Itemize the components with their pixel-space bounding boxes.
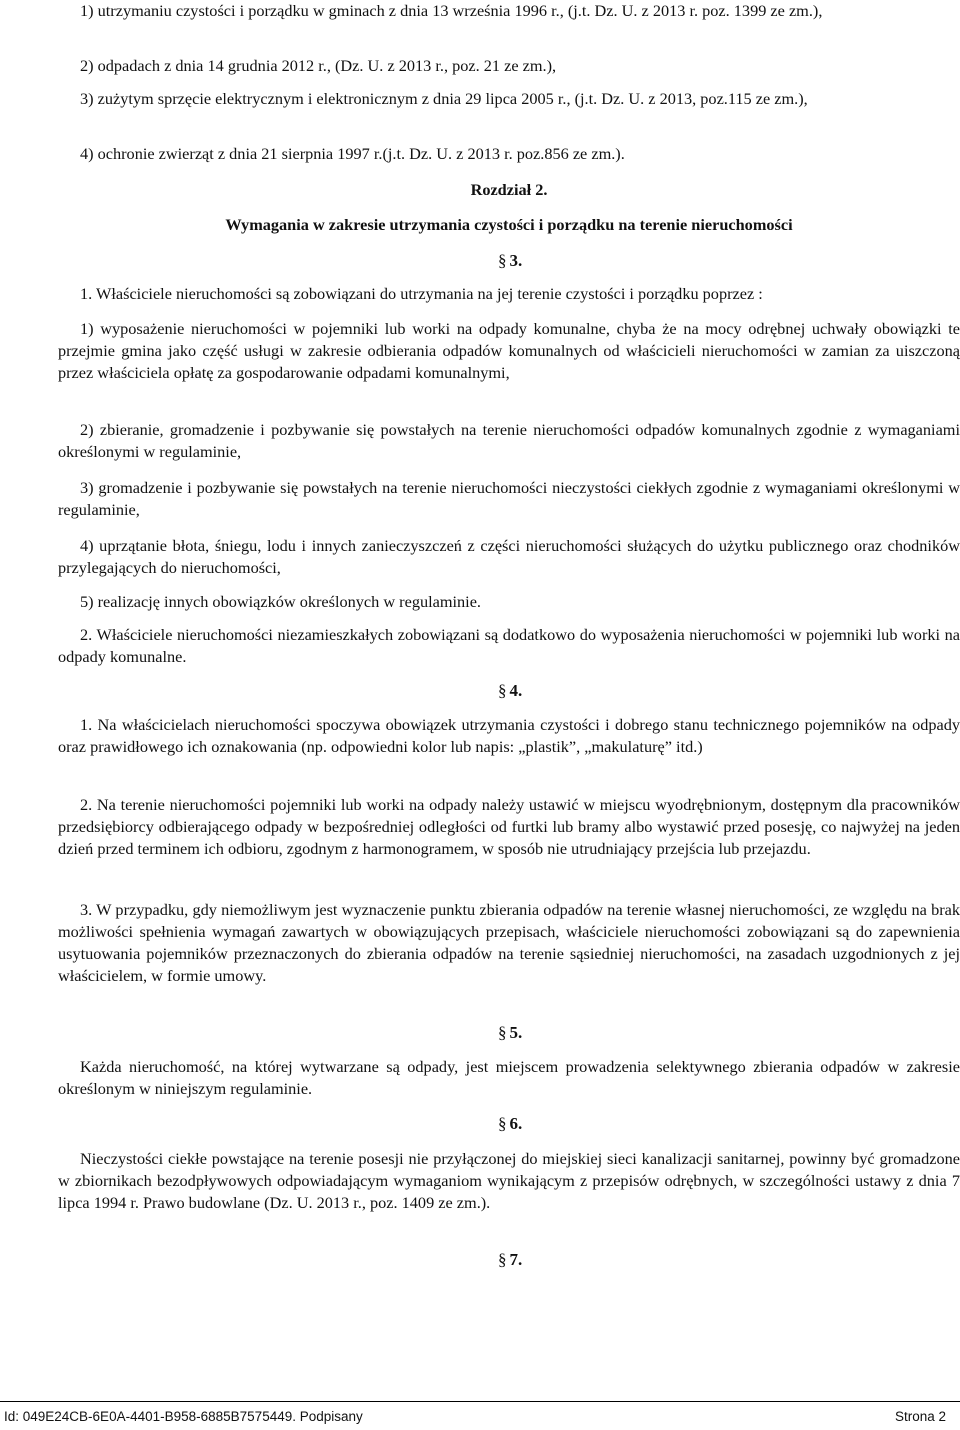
section-3-item-3: 3) gromadzenie i pozbywanie się powstałych na terenie nieruchomości nieczystości ciekłych zgodnie z wymaganiami określonymi w regulaminie, <box>58 478 960 519</box>
section-3-item-5: 5) realizację innych obowiązków określonych w regulaminie. <box>80 592 482 611</box>
document-page <box>58 0 960 1400</box>
section-4-paragraph-3: 3. W przypadku, gdy niemożliwym jest wyznaczenie punktu zbierania odpadów na terenie własnej nieruchomości, ze względu na brak możliwości spełnienia wymagań zawartych w obowiązujących przepisach, właściciele nieruchomości zobowiązani są do zapewnienia usytuowania pojemników przeznaczonych do zbierania odpadów na terenie sąsiedniej nieruchomości, na zasadach uzgodnionych z jej właścicielem, w formie umowy. <box>58 900 960 985</box>
section-3-item-1: 1) wyposażenie nieruchomości w pojemniki lub worki na odpady komunalne, chyba że na mocy odrębnej uchwały obowiązki te przejmie gmina jako część usługi w zakresie odbierania odpadów komunalnych od właścicieli nieruchomości w zamian za uiszczoną przez właściciela opłatę za gospodarowanie odpadami komunalnymi, <box>58 319 960 382</box>
document-id: Id: 049E24CB-6E0A-4401-B958-6885B7575449. Podpisany <box>4 1409 363 1424</box>
section-3-item-2: 2) zbieranie, gromadzenie i pozbywanie się powstałych na terenie nieruchomości odpadów komunalnych zgodnie z wymaganiami określonymi w regulaminie, <box>58 420 960 461</box>
section-7-number: 7. <box>509 1250 523 1269</box>
chapter-label: Rozdział 2. <box>470 180 548 199</box>
section-symbol: § <box>498 1114 507 1133</box>
section-5-number: 5. <box>509 1023 523 1042</box>
section-6-heading <box>498 1113 522 1135</box>
section-5-text: Każda nieruchomość, na której wytwarzane są odpady, jest miejscem prowadzenia selektywnego zbierania odpadów w zakresie określonym w niniejszym regulaminie. <box>58 1057 960 1098</box>
page-footer <box>0 1401 960 1429</box>
section-4-heading <box>498 680 522 702</box>
section-3-heading <box>498 250 522 272</box>
section-symbol: § <box>498 251 507 270</box>
chapter-title: Wymagania w zakresie utrzymania czystości i porządku na terenie nieruchomości <box>225 215 793 234</box>
section-5-heading <box>498 1022 522 1044</box>
section-3-paragraph-2: 2. Właściciele nieruchomości niezamieszkałych zobowiązani są dodatkowo do wyposażenia nieruchomości w pojemniki lub worki na odpady komunalne. <box>58 625 960 666</box>
section-6-text: Nieczystości ciekłe powstające na terenie posesji nie przyłączonej do miejskiej sieci kanalizacji sanitarnej, powinny być gromadzone w zbiornikach bezodpływowych odpowiadającym wymaganiom wynikającym z przepisów odrębnych, w szczególności ustawy z dnia 7 lipca 1994 r. Prawo budowlane (Dz. U. 2013 r., poz. 1409 ze zm.). <box>58 1149 960 1212</box>
statute-item-1: 1) utrzymaniu czystości i porządku w gminach z dnia 13 września 1996 r., (j.t. Dz. U. z 2013 r. poz. 1399 ze zm.), <box>80 1 823 20</box>
section-symbol: § <box>498 1250 507 1269</box>
statute-item-4: 4) ochronie zwierząt z dnia 21 sierpnia 1997 r.(j.t. Dz. U. z 2013 r. poz.856 ze zm.). <box>80 144 625 163</box>
section-7-heading <box>498 1249 522 1271</box>
section-4-paragraph-2: 2. Na terenie nieruchomości pojemniki lub worki na odpady należy ustawić w miejscu wyodrębnionym, dostępnym dla pracowników przedsiębiorcy odbierającego odpady w bezpośredniej odległości od furtki lub bramy albo wystawić przed posesję, co najwyżej na jeden dzień przed terminem ich odbioru, zgodnym z harmonogramem, w sposób nie utrudniający przejścia lub przejazdu. <box>58 795 960 858</box>
section-6-number: 6. <box>509 1114 523 1133</box>
page-number: Strona 2 <box>894 1409 946 1424</box>
section-3-item-4: 4) uprzątanie błota, śniegu, lodu i innych zanieczyszczeń z części nieruchomości służących do użytku publicznego oraz chodników przylegających do nieruchomości, <box>58 536 960 577</box>
section-3-intro: 1. Właściciele nieruchomości są zobowiązani do utrzymania na jej terenie czystości i porządku poprzez : <box>80 284 763 303</box>
section-3-number: 3. <box>509 251 523 270</box>
section-symbol: § <box>498 681 507 700</box>
section-4-paragraph-1: 1. Na właścicielach nieruchomości spoczywa obowiązek utrzymania czystości i dobrego stanu technicznego pojemników na odpady oraz prawidłowego ich oznakowania (np. odpowiedni kolor lub napis: „plastik”, „makulaturę” itd.) <box>58 715 960 756</box>
section-4-number: 4. <box>509 681 523 700</box>
statute-item-3: 3) zużytym sprzęcie elektrycznym i elektronicznym z dnia 29 lipca 2005 r., (j.t. Dz. U. z 2013, poz.115 ze zm.), <box>80 89 808 108</box>
statute-item-2: 2) odpadach z dnia 14 grudnia 2012 r., (Dz. U. z 2013 r., poz. 21 ze zm.), <box>80 56 557 75</box>
section-symbol: § <box>498 1023 507 1042</box>
